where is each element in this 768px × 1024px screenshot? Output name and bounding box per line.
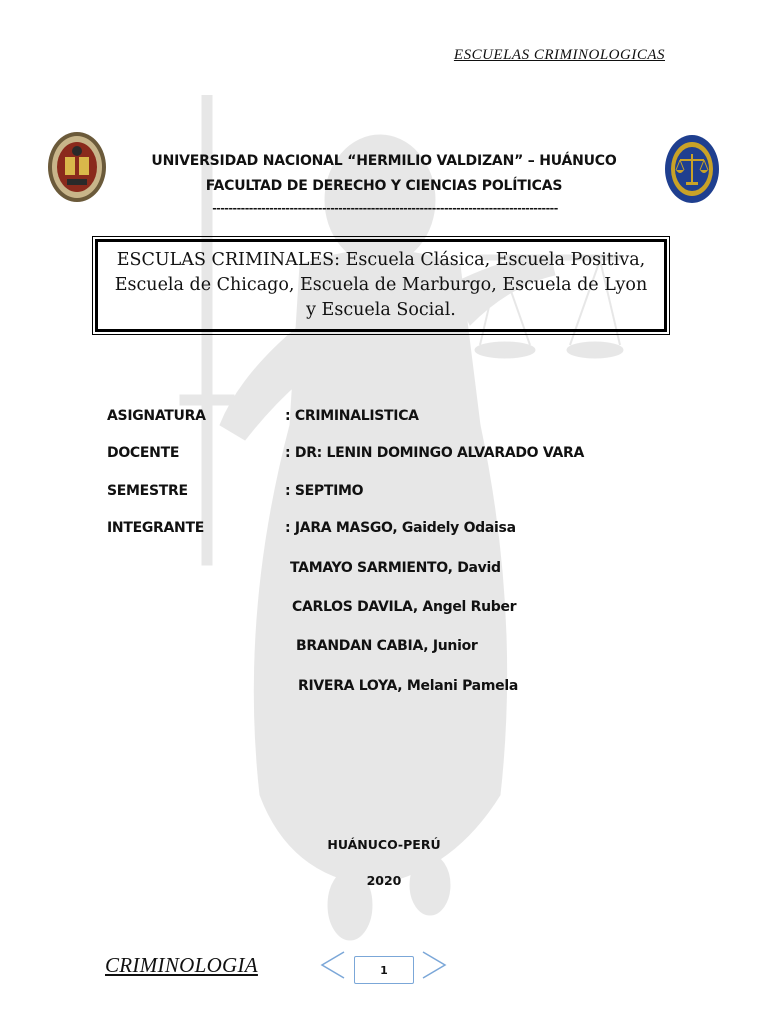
info-value: : JARA MASGO, Gaidely Odaisa xyxy=(285,520,516,536)
info-value: : CRIMINALISTICA xyxy=(285,408,419,424)
member-name: TAMAYO SARMIENTO, David xyxy=(290,560,501,576)
city-country: HUÁNUCO-PERÚ xyxy=(327,837,441,852)
member-name: BRANDAN CABIA, Junior xyxy=(296,638,478,654)
faculty-name: FACULTAD DE DERECHO Y CIENCIAS POLÍTICAS xyxy=(205,178,563,194)
document-title xyxy=(115,248,647,323)
info-label: SEMESTRE xyxy=(107,483,188,499)
title-line-3: y Escuela Social. xyxy=(306,300,456,320)
info-value: : SEPTIMO xyxy=(285,483,364,499)
info-label: INTEGRANTE xyxy=(107,520,204,536)
law-faculty-scales-seal-icon xyxy=(664,134,720,204)
year: 2020 xyxy=(366,873,402,888)
title-line-2: Escuela de Chicago, Escuela de Marburgo, Escuela de Lyon xyxy=(114,275,648,295)
info-label: DOCENTE xyxy=(107,445,180,461)
info-value: : DR: LENIN DOMINGO ALVARADO VARA xyxy=(285,445,584,461)
document-title-box xyxy=(95,239,667,332)
info-label: ASIGNATURA xyxy=(107,408,206,424)
footer-course-title: CRIMINOLOGIA xyxy=(105,953,258,977)
chevron-right-icon xyxy=(421,950,449,980)
university-name: UNIVERSIDAD NACIONAL “HERMILIO VALDIZAN” – HUÁNUCO xyxy=(151,153,617,169)
header-separator: ------------------------------------------------------------------------------------- xyxy=(212,202,558,215)
page-number: 1 xyxy=(380,963,388,977)
member-name: CARLOS DAVILA, Angel Ruber xyxy=(292,599,517,615)
chevron-left-icon xyxy=(318,950,346,980)
page-number-box xyxy=(354,956,414,984)
member-name: RIVERA LOYA, Melani Pamela xyxy=(298,678,518,694)
running-header-title: ESCUELAS CRIMINOLOGICAS xyxy=(453,47,665,63)
title-line-1: ESCULAS CRIMINALES: Escuela Clásica, Escuela Positiva, xyxy=(116,250,646,270)
university-seal-icon xyxy=(47,131,107,203)
